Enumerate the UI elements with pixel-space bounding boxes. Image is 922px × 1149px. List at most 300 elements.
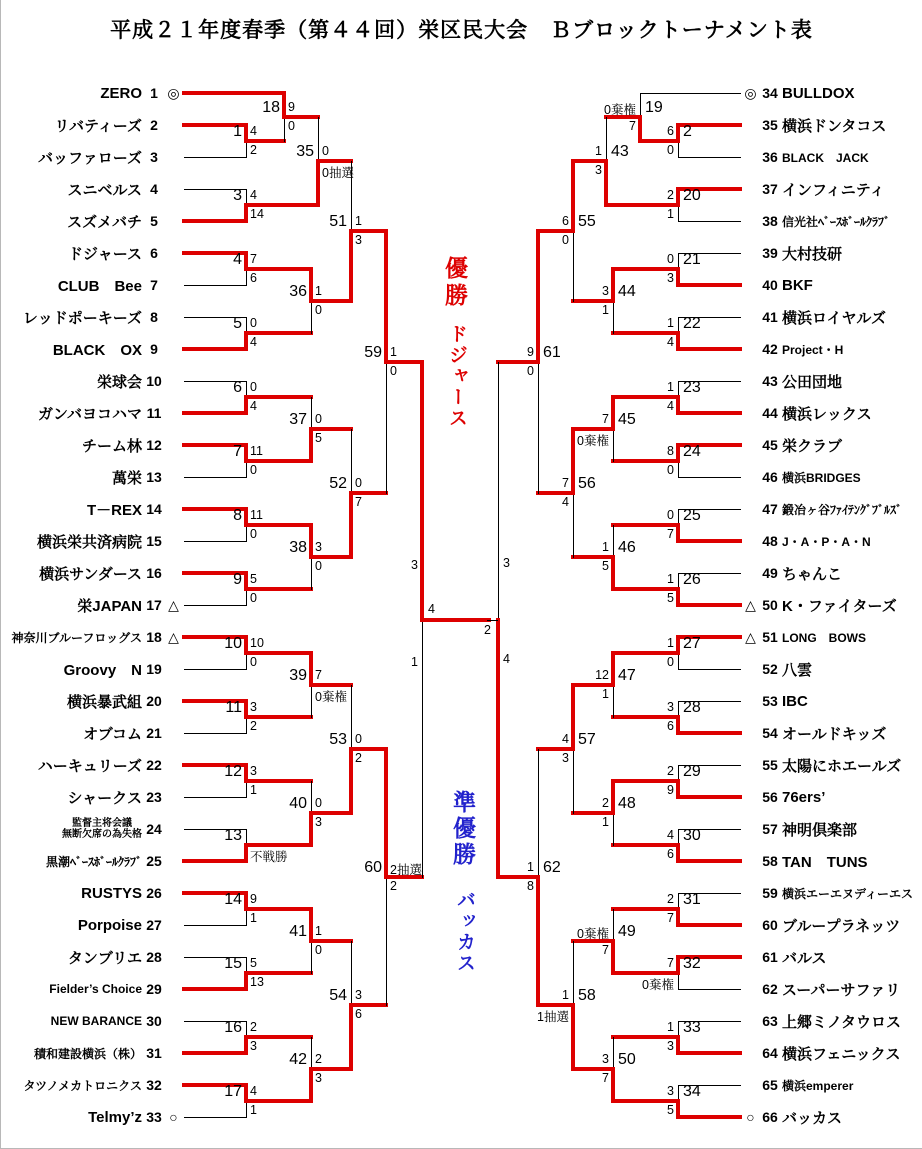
team-number: 27 [146, 917, 162, 933]
bracket-line-winner [182, 859, 248, 863]
team-name: T－REX [86, 501, 142, 519]
match-number: 61 [543, 344, 561, 361]
team-number: 39 [762, 245, 778, 261]
match-score-bottom: 4 [250, 399, 257, 413]
match-score-top: 1 [315, 924, 322, 938]
match-score-bottom: 0 [250, 463, 257, 477]
match-number: 53 [329, 731, 347, 748]
match-score-bottom: 6 [667, 847, 674, 861]
bracket-line [487, 620, 498, 621]
team-row [1, 402, 181, 424]
bracket-line-winner [676, 923, 742, 927]
team-number: 17 [146, 597, 162, 613]
team-name: 萬栄 [111, 469, 142, 487]
match-score-top: 3 [315, 540, 322, 554]
bracket-line [184, 157, 247, 158]
team-name: リバティーズ [54, 117, 142, 135]
match-score-bottom: 1 [250, 1103, 257, 1117]
seed-mark-icon: △ [745, 628, 756, 645]
team-name: 太陽にホエールズ [782, 757, 902, 775]
bracket-line-winner [349, 491, 353, 559]
team-row [743, 882, 920, 904]
match-score-bottom: 3 [667, 1039, 674, 1053]
team-row [1, 498, 181, 520]
match-score-top: 1 [667, 316, 674, 330]
bracket-line [678, 973, 679, 990]
match-score-top: 0 [355, 476, 362, 490]
match-score-top: 3 [602, 284, 609, 298]
team-number: 55 [762, 757, 778, 773]
match-score-top: 4 [250, 188, 257, 202]
bracket-line-winner [420, 360, 424, 622]
seed-mark-icon: ◎ [744, 84, 757, 101]
bracket-line [311, 301, 312, 334]
team-number: 50 [762, 597, 778, 613]
champion-label: 優勝 [442, 256, 468, 310]
team-name: 横浜フェニックス [782, 1045, 901, 1063]
match-score-bottom: 5 [315, 431, 322, 445]
match-score-top: 1 [390, 345, 397, 359]
team-row [743, 626, 920, 648]
team-number: 41 [762, 309, 778, 325]
team-row [1, 178, 181, 200]
team-number: 51 [762, 629, 778, 645]
seed-mark-icon: △ [168, 628, 179, 645]
team-row [743, 850, 920, 872]
team-row [1, 1074, 181, 1096]
match-number: 14 [224, 891, 242, 908]
bracket-line [311, 941, 312, 974]
match-number: 24 [683, 443, 701, 460]
seed-mark-icon: △ [745, 596, 756, 613]
team-number: 16 [146, 565, 162, 581]
match-score-top: 1 [667, 636, 674, 650]
team-row [1, 786, 181, 808]
team-row [1, 722, 181, 744]
bracket-line [640, 93, 741, 94]
team-name: 横浜ロイヤルズ [782, 309, 886, 327]
team-number: 25 [146, 853, 162, 869]
team-name: チーム林 [81, 437, 142, 455]
team-number: 30 [146, 1013, 162, 1029]
team-number: 54 [762, 725, 778, 741]
bracket-line-winner [384, 229, 388, 364]
team-number: 10 [146, 373, 162, 389]
bracket-line-winner [309, 267, 313, 303]
team-name: BULLDOX [782, 84, 855, 102]
semifinal-left-top-score: 3 [411, 558, 418, 572]
team-name: インフィニティ [782, 181, 885, 199]
match-number: 5 [233, 315, 242, 332]
team-number: 11 [146, 405, 162, 421]
match-number: 9 [233, 571, 242, 588]
team-number: 53 [762, 693, 778, 709]
match-score-top: 0 [315, 796, 322, 810]
team-name: 栄球会 [96, 373, 142, 391]
bracket-line-winner [309, 907, 313, 943]
team-row [743, 210, 920, 232]
bracket-line [246, 781, 247, 798]
match-score-top: 6 [667, 124, 674, 138]
match-score-bottom: 不戦勝 [250, 850, 288, 864]
match-number: 36 [289, 283, 307, 300]
bracket-line [184, 605, 247, 606]
team-name: 横浜emperer [782, 1078, 854, 1093]
bracket-line [678, 653, 679, 670]
page-title: 平成２１年度春季（第４４回）栄区民大会 Ｂブロックトーナメント表 [110, 19, 813, 42]
team-name: オールドキッズ [782, 725, 887, 743]
team-row [1, 242, 181, 264]
match-number: 43 [611, 143, 629, 160]
team-number: 8 [150, 309, 158, 325]
team-row [743, 530, 920, 552]
team-number: 20 [146, 693, 162, 709]
match-number: 38 [289, 539, 307, 556]
match-number: 6 [233, 379, 242, 396]
match-score-top: 9 [250, 892, 257, 906]
match-number: 56 [578, 475, 596, 492]
team-row [1, 690, 181, 712]
match-number: 55 [578, 213, 596, 230]
team-name: レッドポーキーズ [22, 309, 142, 327]
match-score-bottom: 3 [562, 751, 569, 765]
team-number: 34 [762, 85, 778, 101]
match-score-top: 6 [562, 214, 569, 228]
match-number: 4 [233, 251, 242, 268]
match-score-top: 0 [250, 380, 257, 394]
final-left-score: 4 [428, 602, 435, 616]
match-number: 12 [224, 763, 242, 780]
team-name: K・ファイターズ [782, 597, 897, 615]
match-score-bottom: 0 [667, 143, 674, 157]
bracket-line-winner [676, 1115, 742, 1119]
team-name: バッカス [782, 1109, 843, 1127]
bracket-line-winner [420, 618, 491, 622]
match-score-top: 1 [667, 572, 674, 586]
match-number: 19 [645, 99, 663, 116]
team-row [1, 530, 181, 552]
match-score-bottom: 8 [527, 879, 534, 893]
team-name: BKF [782, 276, 813, 294]
team-row [1, 338, 181, 360]
match-score-bottom: 1 [250, 911, 257, 925]
bracket-line [351, 429, 352, 494]
match-number: 51 [329, 213, 347, 230]
team-row [743, 82, 920, 104]
bracket-line [311, 397, 312, 430]
match-score-bottom: 2 [250, 719, 257, 733]
bracket-line [311, 1037, 312, 1070]
match-number: 32 [683, 955, 701, 972]
team-name: スズメバチ [67, 213, 142, 231]
match-score-bottom: 0 [315, 559, 322, 573]
team-row [743, 306, 920, 328]
team-number: 62 [762, 981, 778, 997]
team-number: 28 [146, 949, 162, 965]
team-name: ハーキュリーズ [37, 757, 142, 775]
team-number: 5 [150, 213, 158, 229]
team-name: BLACK OX [52, 341, 142, 359]
bracket-line-winner [676, 411, 742, 415]
team-row [743, 946, 920, 968]
team-number: 13 [146, 469, 162, 485]
bracket-line [184, 797, 247, 798]
match-score-bottom: 3 [355, 233, 362, 247]
team-name: シャークス [67, 789, 142, 807]
match-score-top: 9 [527, 345, 534, 359]
team-row [1, 466, 181, 488]
match-number: 26 [683, 571, 701, 588]
bracket-line [184, 669, 247, 670]
match-number: 17 [224, 1083, 242, 1100]
match-score-bottom: 0抽選 [322, 166, 354, 180]
team-name: ガンバヨコハマ [38, 405, 142, 423]
team-number: 42 [762, 341, 778, 357]
team-row [1, 594, 181, 616]
team-name: 横浜サンダース [39, 565, 142, 583]
team-number: 1 [150, 85, 158, 101]
team-number: 48 [762, 533, 778, 549]
match-number: 13 [224, 827, 242, 844]
match-score-bottom: 1 [602, 815, 609, 829]
match-number: 41 [289, 923, 307, 940]
bracket-line [311, 781, 312, 814]
match-score-bottom: 1 [667, 207, 674, 221]
team-row [743, 114, 920, 136]
team-row [1, 434, 181, 456]
team-number: 22 [146, 757, 162, 773]
match-score-top: 0 [667, 508, 674, 522]
match-score-top: 5 [250, 956, 257, 970]
match-number: 30 [683, 827, 701, 844]
team-name: 八雲 [782, 661, 813, 679]
match-score-bottom: 0棄権 [315, 690, 347, 704]
bracket-line [246, 461, 247, 478]
team-row [743, 1106, 920, 1128]
team-number: 63 [762, 1013, 778, 1029]
bracket-line-winner [309, 1067, 313, 1103]
semifinal-left-bottom-score: 1 [411, 655, 418, 669]
team-row [743, 1042, 920, 1064]
match-score-bottom: 2 [390, 879, 397, 893]
bracket-line [184, 477, 247, 478]
team-name: 76ers’ [782, 788, 826, 806]
match-score-bottom: 6 [250, 271, 257, 285]
match-number: 8 [233, 507, 242, 524]
team-number: 2 [150, 117, 158, 133]
team-row [743, 338, 920, 360]
match-score-top: 2 [315, 1052, 322, 1066]
team-number: 40 [762, 277, 778, 293]
team-row [743, 434, 920, 456]
team-number: 45 [762, 437, 778, 453]
bracket-line-winner [182, 987, 248, 991]
team-name: 栄JAPAN [77, 597, 142, 615]
match-number: 22 [683, 315, 701, 332]
semifinal-right-bottom-score: 4 [503, 652, 510, 666]
bracket-line [498, 362, 499, 621]
team-number: 58 [762, 853, 778, 869]
team-name: CLUB Bee [57, 277, 142, 295]
match-number: 45 [618, 411, 636, 428]
match-score-bottom: 4 [250, 335, 257, 349]
team-name: 鍛冶ヶ谷ﾌｧｲﾃﾝｸﾞﾌﾞﾙｽﾞ [782, 502, 903, 517]
seed-mark-icon: ○ [169, 1109, 178, 1125]
bracket-line-winner [676, 859, 742, 863]
match-number: 31 [683, 891, 701, 908]
team-row [1, 658, 181, 680]
bracket-line [386, 877, 387, 1006]
match-number: 3 [233, 187, 242, 204]
team-row [1, 114, 181, 136]
team-number: 37 [762, 181, 778, 197]
match-score-bottom: 6 [667, 719, 674, 733]
team-number: 57 [762, 821, 778, 837]
match-score-bottom: 14 [250, 207, 264, 221]
team-name: 黒潮ﾍﾞｰｽﾎﾞｰﾙｸﾗﾌﾞ [45, 854, 142, 869]
team-number: 12 [146, 437, 162, 453]
team-row [743, 242, 920, 264]
bracket-line [351, 941, 352, 1006]
match-score-top: 4 [250, 1084, 257, 1098]
team-row [1, 306, 181, 328]
bracket-line [538, 362, 539, 494]
match-score-bottom: 2 [250, 143, 257, 157]
match-score-bottom: 9 [667, 783, 674, 797]
match-score-top: 4 [562, 732, 569, 746]
team-name: スーパーサファリ [782, 981, 901, 999]
bracket-line [246, 269, 247, 286]
match-score-top: 11 [250, 444, 263, 458]
match-score-top: 2 [667, 764, 674, 778]
match-score-bottom: 2 [355, 751, 362, 765]
team-number: 32 [146, 1077, 162, 1093]
match-score-top: 4 [667, 828, 674, 842]
team-name: BLACK JACK [782, 150, 869, 165]
team-row [1, 978, 181, 1000]
match-score-bottom: 7 [602, 943, 609, 957]
seed-mark-icon: ◎ [167, 84, 180, 101]
team-number: 15 [146, 533, 162, 549]
match-score-bottom: 3 [315, 1071, 322, 1085]
match-score-bottom: 6 [355, 1007, 362, 1021]
team-row [1, 1106, 181, 1128]
match-score-top: 0棄権 [604, 103, 636, 117]
team-name: 上郷ミノタウロス [782, 1013, 901, 1031]
team-name: J・A・P・A・N [782, 534, 871, 549]
match-number: 23 [683, 379, 701, 396]
team-number: 33 [146, 1109, 162, 1125]
bracket-line [184, 285, 247, 286]
match-number: 46 [618, 539, 636, 556]
team-row [743, 978, 920, 1000]
match-score-bottom: 7 [667, 527, 674, 541]
bracket-line [246, 653, 247, 670]
match-score-bottom: 4 [667, 335, 674, 349]
bracket-line-winner [676, 1051, 742, 1055]
match-score-top: 1 [562, 988, 569, 1002]
team-row [743, 370, 920, 392]
team-name: Groovy N [63, 661, 142, 679]
team-number: 59 [762, 885, 778, 901]
match-score-top: 7 [250, 252, 257, 266]
bracket-line-winner [309, 427, 313, 463]
team-number: 60 [762, 917, 778, 933]
match-score-top: 3 [667, 700, 674, 714]
match-score-bottom: 0 [527, 364, 534, 378]
team-row [743, 274, 920, 296]
bracket-line-winner [384, 747, 388, 879]
match-score-top: 7 [602, 412, 609, 426]
match-number: 42 [289, 1051, 307, 1068]
team-number: 49 [762, 565, 778, 581]
match-score-bottom: 3 [595, 163, 602, 177]
team-name: IBC [782, 692, 808, 710]
team-name: 信光社ﾍﾞｰｽﾎﾞｰﾙｸﾗﾌﾞ [782, 214, 891, 229]
match-number: 10 [224, 635, 242, 652]
match-score-top: 7 [667, 956, 674, 970]
match-score-top: 10 [250, 636, 264, 650]
team-row [743, 690, 920, 712]
team-name: 栄クラブ [782, 437, 843, 455]
match-score-bottom: 4 [562, 495, 569, 509]
match-number: 21 [683, 251, 701, 268]
match-score-bottom: 0 [250, 527, 257, 541]
team-name: 横浜ドンタコス [782, 117, 887, 135]
bracket-line-winner [309, 523, 313, 559]
match-score-top: 0 [322, 144, 329, 158]
bracket-line [678, 669, 741, 670]
bracket-line [678, 205, 679, 222]
bracket-line [678, 221, 741, 222]
team-number: 46 [762, 469, 778, 485]
team-row [743, 402, 920, 424]
bracket-line-winner [349, 229, 353, 303]
match-number: 28 [683, 699, 701, 716]
team-number: 7 [150, 277, 158, 293]
match-score-bottom: 0棄権 [642, 978, 674, 992]
match-score-bottom: 4 [667, 399, 674, 413]
team-number: 47 [762, 501, 778, 517]
team-row [1, 818, 181, 840]
bracket-line [184, 541, 247, 542]
match-score-top: 1 [667, 1020, 674, 1034]
team-name: 横浜レックス [782, 405, 872, 423]
match-score-bottom: 3 [315, 815, 322, 829]
match-score-top: 5 [250, 572, 257, 586]
match-number: 37 [289, 411, 307, 428]
bracket-line-winner [676, 347, 742, 351]
bracket-line-winner [182, 1051, 248, 1055]
match-score-bottom: 3 [250, 1039, 257, 1053]
bracket-line-winner [676, 283, 742, 287]
bracket-line-winner [536, 229, 540, 364]
match-score-top: 3 [667, 1084, 674, 1098]
team-row [1, 562, 181, 584]
team-name: ZERO [100, 84, 142, 102]
team-number: 36 [762, 149, 778, 165]
team-number: 6 [150, 245, 158, 261]
match-score-top: 11 [250, 508, 263, 522]
team-number: 21 [146, 725, 162, 741]
final-right-score: 2 [484, 623, 491, 637]
match-score-bottom: 1抽選 [537, 1010, 569, 1024]
team-name: ドジャース [68, 245, 142, 263]
match-number: 15 [224, 955, 242, 972]
team-number: 24 [146, 821, 162, 837]
bracket-line-winner [676, 795, 742, 799]
team-number: 52 [762, 661, 778, 677]
